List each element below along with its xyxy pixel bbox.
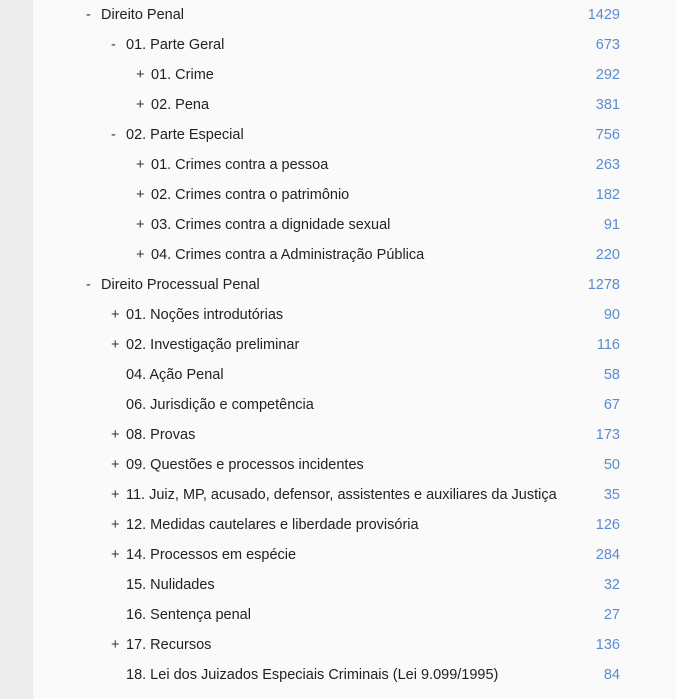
collapse-icon[interactable]: - (111, 127, 116, 143)
tree-row-label-group (126, 360, 224, 390)
tree-row-label-group (111, 30, 224, 60)
tree-row[interactable] (33, 600, 676, 630)
tree-item-label[interactable]: 16. Sentença penal (126, 607, 251, 623)
tree-item-label[interactable]: 02. Investigação preliminar (126, 337, 300, 353)
tree-row[interactable] (33, 390, 676, 420)
tree-row[interactable] (33, 60, 676, 90)
tree-item-label[interactable]: 01. Parte Geral (126, 37, 225, 53)
question-count: 284 (595, 547, 620, 563)
question-count: 27 (603, 607, 620, 623)
expand-icon[interactable]: + (111, 517, 120, 533)
question-count: 1429 (587, 7, 620, 23)
tree-item-label[interactable]: 08. Provas (126, 427, 196, 443)
subject-tree (33, 0, 676, 690)
question-count: 84 (603, 667, 620, 683)
question-count: 35 (603, 487, 620, 503)
question-count: 90 (603, 307, 620, 323)
tree-row-label-group (111, 300, 283, 330)
tree-row[interactable] (33, 420, 676, 450)
tree-item-label[interactable]: 18. Lei dos Juizados Especiais Criminais (Lei 9.099/1995) (126, 667, 499, 683)
tree-row-label-group (136, 180, 349, 210)
tree-row[interactable] (33, 0, 676, 30)
tree-item-label[interactable]: 04. Crimes contra a Administração Pública (151, 247, 425, 263)
tree-row-label-group (126, 600, 251, 630)
tree-item-label[interactable]: 14. Processos em espécie (126, 547, 297, 563)
tree-item-label[interactable]: 06. Jurisdição e competência (126, 397, 314, 413)
tree-row-label-group (136, 150, 328, 180)
tree-row[interactable] (33, 540, 676, 570)
expand-icon[interactable]: + (111, 547, 120, 563)
expand-icon[interactable]: + (136, 217, 145, 233)
tree-row[interactable] (33, 150, 676, 180)
tree-item-label[interactable]: 01. Crimes contra a pessoa (151, 157, 329, 173)
expand-icon[interactable]: + (111, 307, 120, 323)
collapse-icon[interactable]: - (86, 277, 91, 293)
tree-row[interactable] (33, 120, 676, 150)
tree-row[interactable] (33, 270, 676, 300)
question-count: 50 (603, 457, 620, 473)
tree-row-label-group (111, 540, 296, 570)
tree-row-label-group (111, 630, 211, 660)
expand-icon[interactable]: + (111, 337, 120, 353)
tree-item-label[interactable]: Direito Processual Penal (101, 277, 260, 293)
tree-row-label-group (111, 450, 364, 480)
tree-row[interactable] (33, 630, 676, 660)
tree-row-label-group (126, 570, 215, 600)
tree-item-label[interactable]: 09. Questões e processos incidentes (126, 457, 364, 473)
tree-item-label[interactable]: 02. Pena (151, 97, 210, 113)
tree-row-label-group (136, 60, 214, 90)
question-count: 381 (595, 97, 620, 113)
question-count: 67 (603, 397, 620, 413)
tree-row[interactable] (33, 510, 676, 540)
tree-row[interactable] (33, 330, 676, 360)
tree-row[interactable] (33, 360, 676, 390)
tree-item-label[interactable]: 15. Nulidades (126, 577, 215, 593)
expand-icon[interactable]: + (111, 637, 120, 653)
question-count: 116 (596, 337, 620, 353)
expand-icon[interactable]: + (111, 487, 120, 503)
expand-icon[interactable]: + (111, 457, 120, 473)
tree-item-label[interactable]: 17. Recursos (126, 637, 212, 653)
tree-item-label[interactable]: 03. Crimes contra a dignidade sexual (151, 217, 391, 233)
tree-row[interactable] (33, 210, 676, 240)
tree-row[interactable] (33, 240, 676, 270)
tree-row[interactable] (33, 570, 676, 600)
tree-row-label-group (111, 420, 195, 450)
tree-row-label-group (136, 210, 390, 240)
question-count: 292 (595, 67, 620, 83)
question-count: 173 (595, 427, 620, 443)
tree-row[interactable] (33, 660, 676, 690)
expand-icon[interactable]: + (111, 427, 120, 443)
subject-tree-panel (33, 0, 676, 699)
collapse-icon[interactable]: - (86, 7, 91, 23)
question-count: 220 (595, 247, 620, 263)
tree-row[interactable] (33, 300, 676, 330)
question-count: 673 (595, 37, 620, 53)
question-count: 126 (595, 517, 620, 533)
question-count: 58 (603, 367, 620, 383)
tree-item-label[interactable]: 02. Crimes contra o patrimônio (151, 187, 350, 203)
tree-row-label-group (86, 0, 184, 30)
tree-item-label[interactable]: 04. Ação Penal (126, 367, 224, 383)
tree-row[interactable] (33, 480, 676, 510)
expand-icon[interactable]: + (136, 157, 145, 173)
question-count: 136 (595, 637, 620, 653)
expand-icon[interactable]: + (136, 97, 145, 113)
tree-row[interactable] (33, 450, 676, 480)
expand-icon[interactable]: + (136, 187, 145, 203)
tree-row[interactable] (33, 30, 676, 60)
tree-row-label-group (136, 90, 209, 120)
question-count: 32 (603, 577, 620, 593)
question-count: 263 (595, 157, 620, 173)
tree-row-label-group (126, 390, 314, 420)
collapse-icon[interactable]: - (111, 37, 116, 53)
tree-row-label-group (86, 270, 260, 300)
tree-row-label-group (111, 510, 419, 540)
tree-row-label-group (111, 480, 557, 510)
tree-item-label[interactable]: 12. Medidas cautelares e liberdade provisória (126, 517, 419, 533)
tree-item-label[interactable]: Direito Penal (101, 7, 185, 23)
expand-icon[interactable]: + (136, 247, 145, 263)
tree-row-label-group (111, 330, 299, 360)
tree-row-label-group (126, 660, 498, 690)
question-count: 91 (603, 217, 620, 233)
tree-item-label[interactable]: 02. Parte Especial (126, 127, 244, 143)
tree-item-label[interactable]: 11. Juiz, MP, acusado, defensor, assistentes e auxiliares da Justiça (126, 487, 557, 503)
tree-row-label-group (136, 240, 424, 270)
tree-row-label-group (111, 120, 244, 150)
question-count: 756 (595, 127, 620, 143)
tree-item-label[interactable]: 01. Crime (151, 67, 214, 83)
question-count: 1278 (587, 277, 620, 293)
question-count: 182 (595, 187, 620, 203)
expand-icon[interactable]: + (136, 67, 145, 83)
tree-row[interactable] (33, 90, 676, 120)
tree-item-label[interactable]: 01. Noções introdutórias (126, 307, 284, 323)
tree-row[interactable] (33, 180, 676, 210)
